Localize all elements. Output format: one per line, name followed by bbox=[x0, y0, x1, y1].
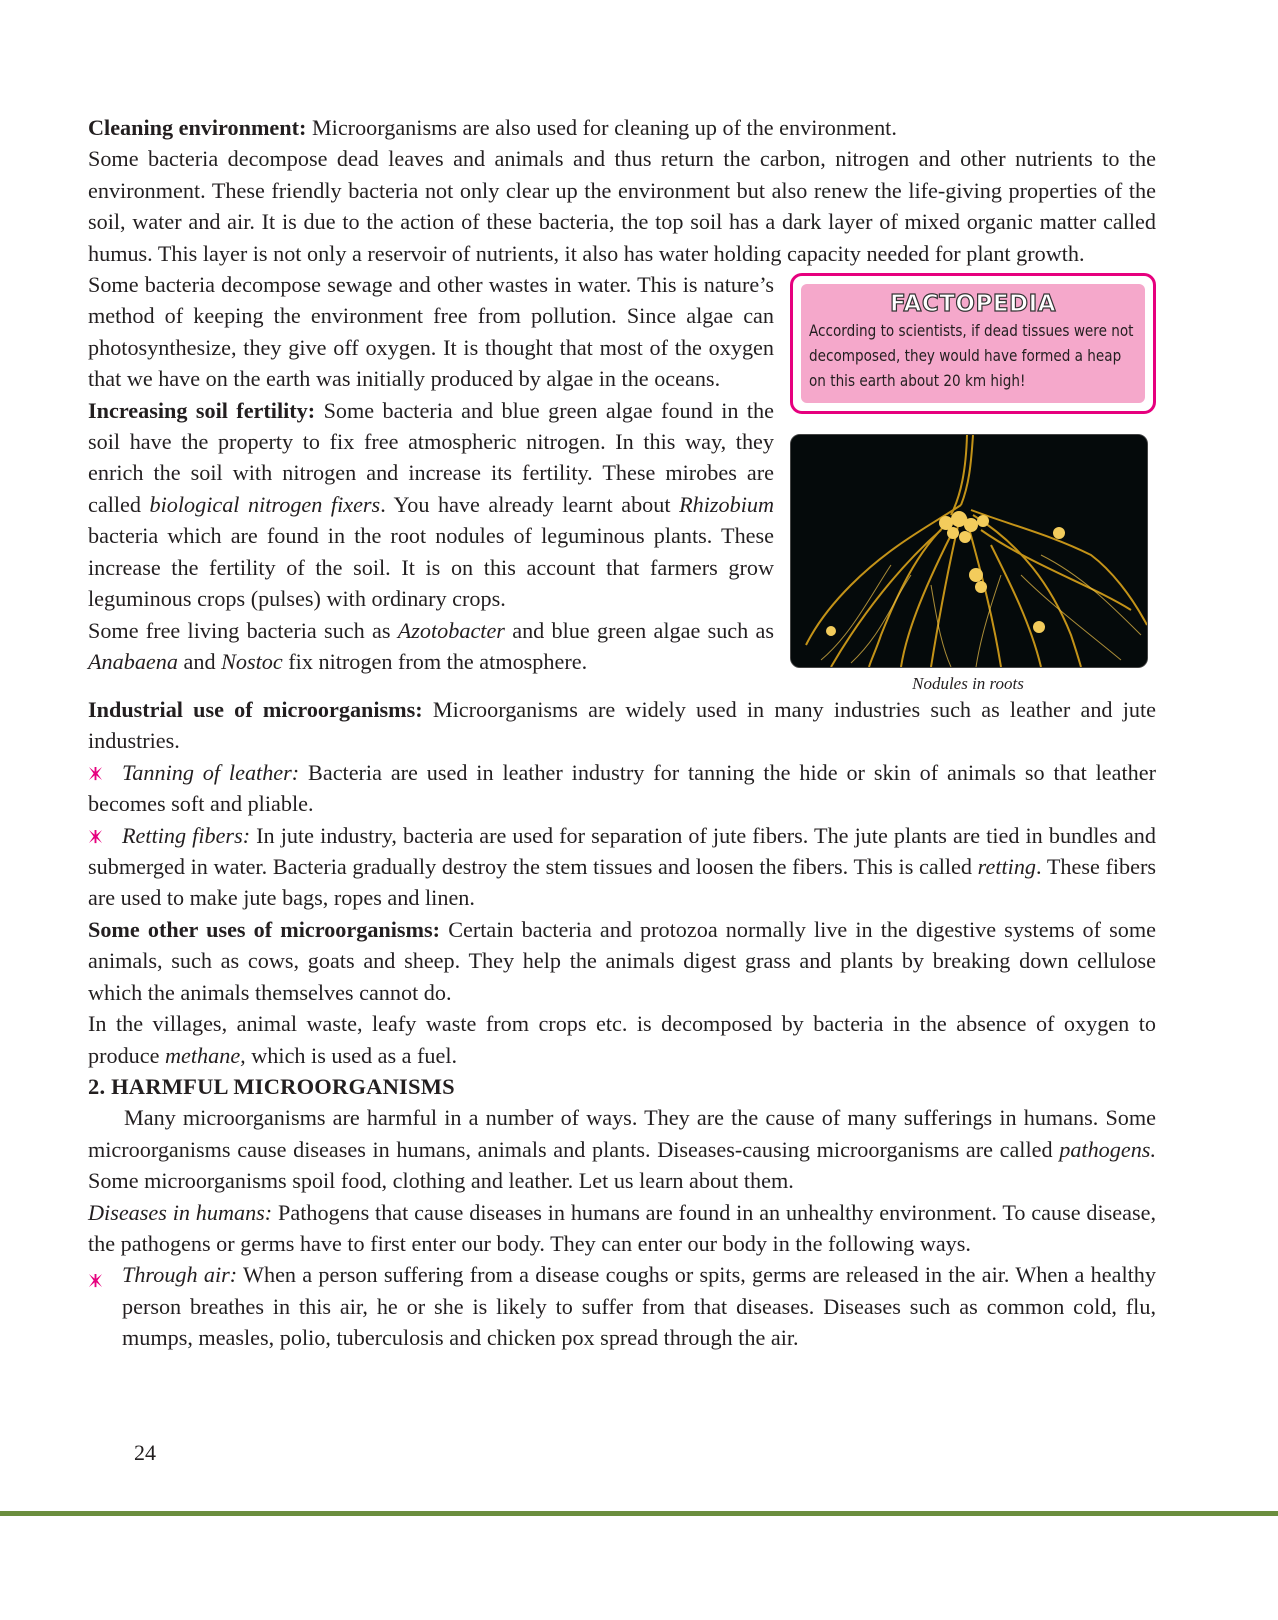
figure-caption: Nodules in roots bbox=[912, 674, 1024, 694]
soil-paragraph-2: Some free living bacteria such as Azotobacter and blue green algae such as Anabaena and Nostoc fix nitrogen from the atmosphere. bbox=[88, 617, 774, 674]
cross-bullet-icon bbox=[88, 757, 122, 788]
bullet-through-air: Through air: When a person suffering from a disease coughs or spits, germs are released in the air. When a healthy person breathes in this air, he or she is likely to suffer from that diseases. Diseases such as common cold, flu, mumps, measles, polio, tuberculosis and chicken pox spread through the air. bbox=[88, 1259, 1156, 1353]
industrial-heading: Industrial use of microorganisms: bbox=[88, 697, 423, 723]
cleaning-paragraph-2: Some bacteria decompose sewage and other wastes in water. This is nature’s method of keeping the environment free from pollution. Since algae can photosynthesize, they give off oxygen. It is thought that most of the oxygen that we have on the earth was initially produced by algae in the oceans. bbox=[88, 272, 774, 392]
harmful-heading: 2. HARMFUL MICROORGANISMS bbox=[88, 1073, 455, 1099]
harmful-paragraph-1: Many microorganisms are harmful in a number of ways. They are the cause of many sufferings in humans. Some microorganisms cause diseases in humans, animals and plants. Diseases-causing microorganisms are called pathogens. Some microorganisms spoil food, clothing and leather. Let us learn about them. bbox=[88, 1105, 1156, 1194]
soil-heading: Increasing soil fertility: bbox=[88, 397, 316, 423]
factopedia-text: According to scientists, if dead tissues were not decomposed, they would have formed a heap on this earth about 20 km high! bbox=[809, 321, 1134, 391]
other-uses-heading: Some other uses of microorganisms: bbox=[88, 916, 441, 942]
factopedia-inner bbox=[801, 284, 1145, 403]
root-nodules-photo bbox=[790, 434, 1148, 668]
page-content bbox=[88, 112, 1156, 1354]
cleaning-intro: Cleaning environment: Microorganisms are also used for cleaning up of the environment. bbox=[88, 115, 897, 140]
other-uses-paragraph: Some other uses of microorganisms: Certain bacteria and protozoa normally live in the digestive systems of some animals, such as cows, goats and sheep. They help the animals digest grass and plants by breaking down cellulose which the animals themselves cannot do. bbox=[88, 916, 1156, 1005]
methane-paragraph: In the villages, animal waste, leafy waste from crops etc. is decomposed by bacteria in the absence of oxygen to produce methane, which is used as a fuel. bbox=[88, 1011, 1156, 1068]
soil-paragraph-1: Increasing soil fertility: Some bacteria and blue green algae found in the soil have the property to fix free atmospheric nitrogen. In this way, they enrich the soil with nitrogen and increase its fertility. These mirobes are called biological nitrogen fixers. You have already learnt about Rhizobium bacteria which are found in the root nodules of leguminous plants. These increase the fertility of the soil. It is on this account that farmers grow leguminous crops (pulses) with ordinary crops. bbox=[88, 397, 774, 612]
factopedia-title: FACTOPEDIA bbox=[889, 291, 1056, 318]
cleaning-paragraph-1: Some bacteria decompose dead leaves and animals and thus return the carbon, nitrogen and other nutrients to the environment. These friendly bacteria not only clear up the environment but also renew the life-giving properties of the soil, water and air. It is due to the action of these bacteria, the top soil has a dark layer of mixed organic matter called humus. This layer is not only a reservoir of nutrients, it also has water holding capacity needed for plant growth. bbox=[88, 146, 1156, 266]
cross-bullet-icon bbox=[88, 820, 122, 851]
factopedia-box bbox=[790, 273, 1156, 414]
footer-rule bbox=[0, 1511, 1278, 1516]
page-number: 24 bbox=[134, 1440, 156, 1465]
industrial-paragraph: Industrial use of microorganisms: Microorganisms are widely used in many industries such as leather and jute industries. bbox=[88, 697, 1156, 754]
cross-bullet-icon bbox=[88, 1265, 104, 1281]
root-nodules-image-icon bbox=[791, 435, 1147, 667]
cleaning-heading: Cleaning environment: bbox=[88, 115, 307, 140]
sidebar-column bbox=[790, 269, 1156, 694]
bullet-tanning: Tanning of leather: Bacteria are used in leather industry for tanning the hide or skin of animals so that leather becomes soft and pliable. bbox=[88, 757, 1156, 820]
diseases-paragraph: Diseases in humans: Pathogens that cause diseases in humans are found in an unhealthy environment. To cause disease, the pathogens or germs have to first enter our body. They can enter our body in the following ways. bbox=[88, 1199, 1156, 1256]
bullet-retting: Retting fibers: In jute industry, bacteria are used for separation of jute fibers. The jute plants are tied in bundles and submerged in water. Bacteria gradually destroy the stem tissues and loosen the fibers. This is called retting. These fibers are used to make jute bags, ropes and linen. bbox=[88, 820, 1156, 914]
